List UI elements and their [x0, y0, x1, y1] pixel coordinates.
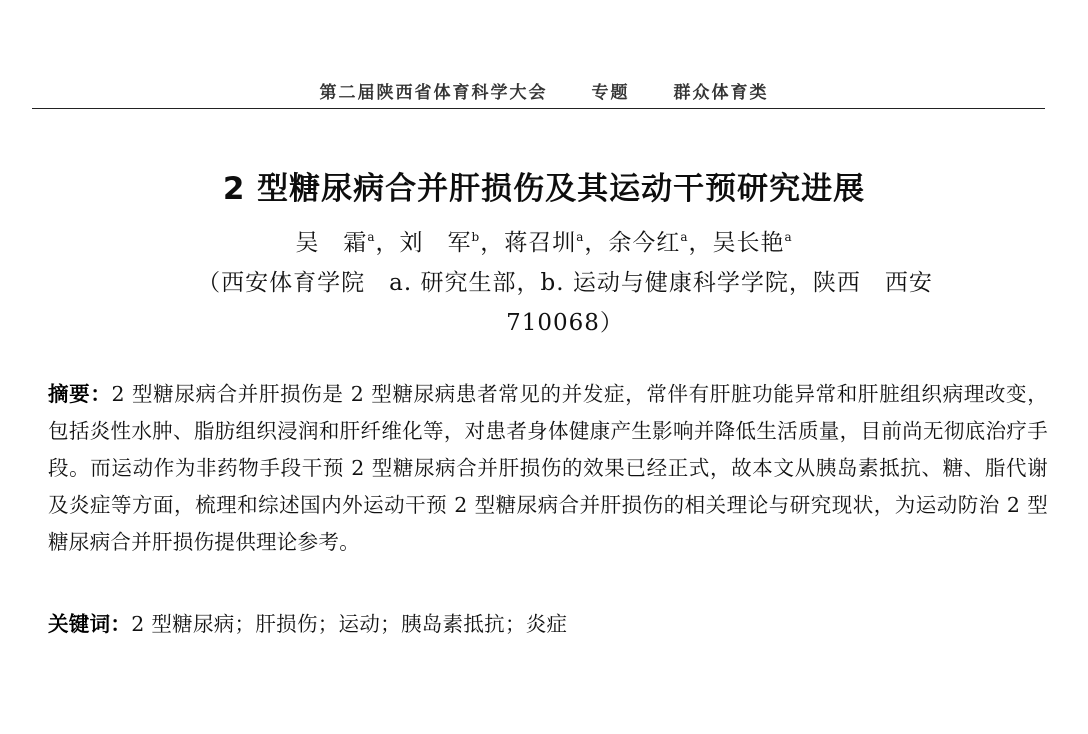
author-separator: ，	[688, 230, 713, 256]
keywords-label: 关键词：	[48, 612, 132, 636]
author-name: 蒋召圳	[504, 230, 577, 256]
keywords	[48, 606, 1048, 643]
author-name: 刘 军	[399, 230, 472, 256]
author-separator: ，	[375, 230, 400, 256]
author-affiliation-mark: a	[367, 230, 376, 244]
section-name: 专题	[591, 83, 630, 103]
abstract-label: 摘要：	[48, 382, 112, 406]
affiliation: （西安体育学院 a. 研究生部，b. 运动与健康科学学院，陕西 西安 710068）	[197, 270, 957, 336]
conference-name: 第二届陕西省体育科学大会	[319, 83, 548, 103]
category-name: 群众体育类	[673, 83, 769, 103]
abstract	[48, 376, 1048, 561]
author-affiliation-mark: a	[784, 230, 793, 244]
author-separator: ，	[480, 230, 505, 256]
author-name: 吴长艳	[712, 230, 785, 256]
author-affiliation-mark: a	[576, 230, 585, 244]
author-name: 余今红	[608, 230, 681, 256]
author-separator: ，	[584, 230, 609, 256]
author-affiliation-mark: b	[471, 230, 481, 244]
header-rule	[32, 108, 1045, 109]
author-list	[0, 224, 1088, 257]
author-name: 吴 霜	[295, 230, 368, 256]
running-header	[0, 78, 1088, 103]
abstract-text: 2 型糖尿病合并肝损伤是 2 型糖尿病患者常见的并发症，常伴有肝脏功能异常和肝脏组织病理改变，包括炎性水肿、脂肪组织浸润和肝纤维化等，对患者身体健康产生影响并降低生活质量，目前尚无彻底治疗手段。而运动作为非药物手段干预 2 型糖尿病合并肝损伤的效果已经正式，故本文从胰岛素抵抗、糖、脂代谢及炎症等方面，梳理和综述国内外运动干预 2 型糖尿病合并肝损伤的相关理论与研究现状，为运动防治 2 型糖尿病合并肝损伤提供理论参考。	[48, 382, 1048, 554]
keywords-text: 2 型糖尿病；肝损伤；运动；胰岛素抵抗；炎症	[131, 612, 568, 636]
paper-title: 2 型糖尿病合并肝损伤及其运动干预研究进展	[222, 171, 866, 207]
author-affiliation-mark: a	[680, 230, 689, 244]
